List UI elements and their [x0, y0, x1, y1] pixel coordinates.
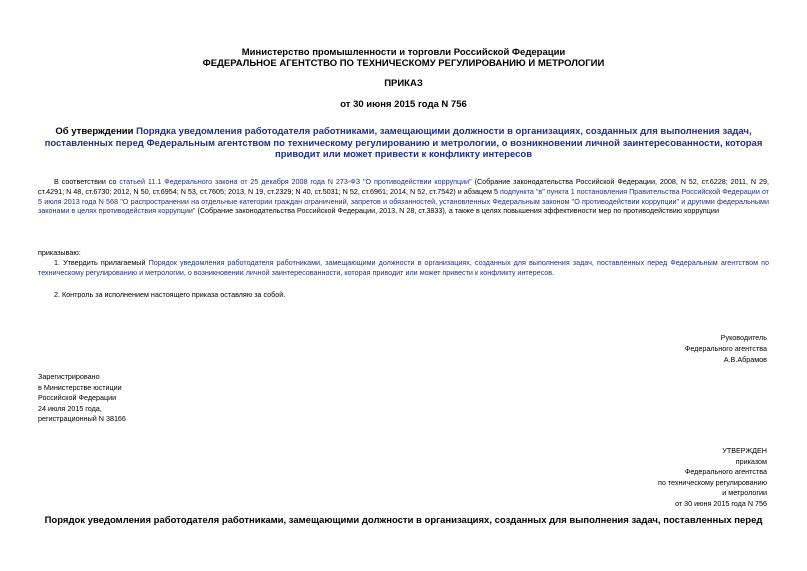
registration-line-2: в Министерстве юстиции: [38, 382, 122, 392]
registration-block: [38, 372, 126, 425]
law-273-link[interactable]: статьей 11.1 Федерального закона от 25 декабря 2008 года N 273-ФЗ "О противодействии коррупции": [119, 177, 472, 186]
document-title: [40, 126, 767, 161]
signature-organization: Федерального агентства: [684, 344, 767, 354]
title-prefix: Об утверждении: [55, 126, 137, 137]
item-1-text-b: .: [552, 267, 555, 277]
registration-date: 24 июля 2015 года,: [38, 403, 102, 413]
item-1-text-a: 1. Утвердить прилагаемый: [54, 258, 149, 267]
signature-name: А.В.Абрамов: [723, 355, 767, 365]
registration-line-3: Российской Федерации: [38, 393, 117, 402]
preamble-text-b: (Собрание законодательства Российской Федерации, 2008, N 52, ст.6228; 2011, N 29, ст.4291; N 48, ст.6730; 2012, N 50, ст.6954; N 53, ст.7605; 2013, N 19, ст.2329; N 40, ст.5031; N 52, ст.6961; 2014, N 52, ст.7542) и абзацем 5: [38, 177, 769, 196]
approval-line-4: по техническому регулированию: [657, 477, 767, 487]
approval-block: [658, 446, 767, 510]
preamble-paragraph: [38, 177, 769, 216]
ministry-name: Министерство промышленности и торговли Российской Федерации: [241, 47, 566, 58]
agency-name: ФЕДЕРАЛЬНОЕ АГЕНТСТВО ПО ТЕХНИЧЕСКОМУ РЕГУЛИРОВАНИЮ И МЕТРОЛОГИИ: [202, 58, 605, 69]
order-word: приказываю:: [38, 248, 81, 257]
approval-date-number: от 30 июня 2015 года N 756: [674, 498, 767, 508]
approval-line-3: Федерального агентства: [684, 467, 767, 477]
item-1-paragraph: [38, 258, 769, 278]
signature-position: Руководитель: [720, 333, 767, 342]
preamble-text-c: (Собрание законодательства Российской Федерации, 2013, N 28, ст.3833), а также в целях повышения эффективности мер по противодействию коррупции: [195, 206, 719, 216]
decree-568-link[interactable]: подпункта "в" пункта 1 постановления Правительства Российской Федерации от 5 июля 2013 года N 568 "О распространении на отдельные категории граждан ограничений, запретов и обязанностей, установленных Федеральным законом "О противодействии коррупции" и другими федеральными законами в целях противодействия коррупции": [38, 186, 769, 216]
approval-line-2: приказом: [735, 456, 767, 466]
approval-heading: УТВЕРЖДЕН: [722, 446, 767, 455]
registration-number: регистрационный N 38166: [38, 414, 126, 423]
signature-block: [685, 332, 767, 366]
document-header: [0, 47, 807, 69]
title-link[interactable]: Порядка уведомления работодателя работниками, замещающими должности в организациях, созданных для выполнения задач, поставленных перед Федеральным агентством по техническому регулированию и метрологии, о возникновении личной заинтересованности, которая приводит или может привести к конфликту интересов: [44, 126, 763, 160]
item-2-paragraph: 2. Контроль за исполнением настоящего приказа оставляю за собой.: [54, 290, 286, 299]
document-type: ПРИКАЗ: [384, 78, 423, 89]
registration-line-1: Зарегистрировано: [38, 372, 100, 381]
preamble-text-a: В соответствии со: [54, 177, 120, 186]
procedure-title: Порядок уведомления работодателя работниками, замещающими должности в организациях, созданных для выполнения задач, поставленных перед: [44, 515, 763, 526]
approval-line-5: и метрологии: [722, 488, 767, 498]
document-date-number: от 30 июня 2015 года N 756: [340, 99, 467, 110]
procedure-link[interactable]: Порядок уведомления работодателя работниками, замещающими должности в организациях, созданных для выполнения задач, поставленных перед Федеральным агентством по техническому регулированию и метрологии, о возникновении личной заинтересованности, которая приводит или может привести к конфликту интересов: [38, 258, 769, 277]
